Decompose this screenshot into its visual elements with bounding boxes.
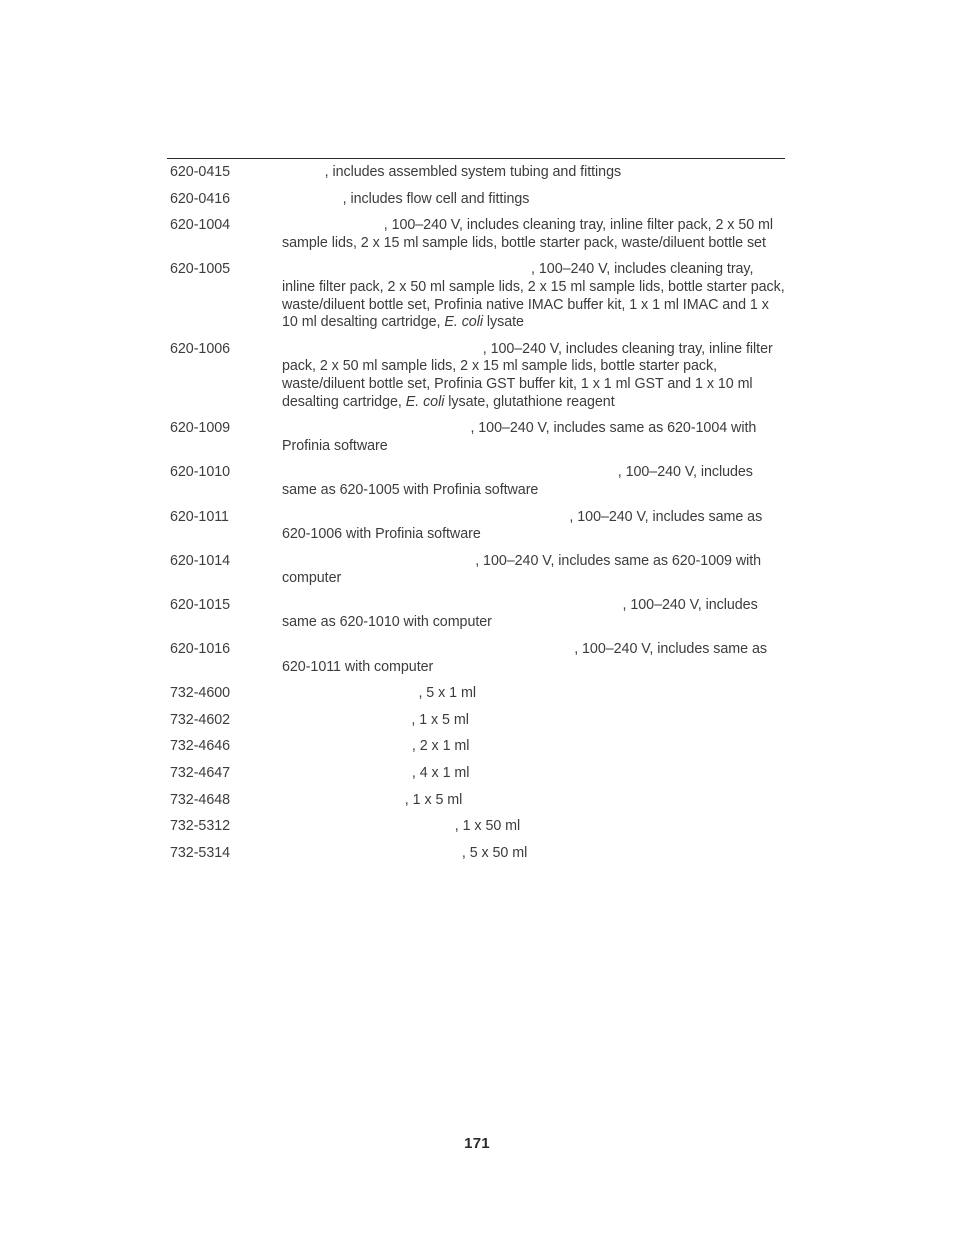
- table-row: [167, 818, 787, 836]
- catalog-number: 732-4647: [170, 765, 231, 782]
- description-text: , 1 x 5 ml: [411, 711, 469, 728]
- catalog-number: 732-4600: [170, 685, 231, 702]
- description-text: , includes assembled system tubing and fittings: [324, 164, 622, 180]
- catalog-number: 620-1016: [170, 641, 231, 658]
- catalog-number: 620-1006: [170, 340, 231, 357]
- description-text-tail: lysate, glutathione reagent: [444, 393, 615, 410]
- catalog-number: 620-0415: [170, 164, 231, 180]
- catalog-number: 620-0416: [170, 190, 231, 207]
- catalog-number: 620-1014: [170, 552, 231, 569]
- description-text: , 100–240 V, includes cleaning tray, inline filter pack, 2 x 50 ml sample lids, 2 x 15 ml sample lids, bottle starter pack, waste/diluent bottle set, Profinia native IMAC buffer kit, 1 x 1 ml IMAC and 1 x 10 ml desalting cartridge,: [282, 261, 785, 331]
- description-text: , 100–240 V, includes same as 620-1006 with Profinia software: [282, 508, 763, 543]
- table-row: [167, 738, 787, 756]
- description-text: , 100–240 V, includes same as 620-1010 with computer: [282, 596, 758, 631]
- description-text: , 100–240 V, includes same as 620-1009 with computer: [282, 552, 762, 587]
- catalog-number: 732-5314: [170, 844, 231, 861]
- description-text: , 100–240 V, includes same as 620-1011 with computer: [282, 641, 767, 675]
- description-text: , 1 x 5 ml: [404, 791, 463, 808]
- catalog-number: 732-4602: [170, 711, 231, 728]
- catalog-number: 620-1010: [170, 464, 231, 481]
- table-row: [167, 597, 787, 632]
- table-row: [167, 164, 787, 182]
- catalog-number: 620-1004: [170, 217, 231, 234]
- table-row: [167, 191, 787, 209]
- header-rule: [167, 158, 785, 159]
- species-name: E. coli: [405, 393, 445, 410]
- catalog-number: 620-1005: [170, 261, 231, 278]
- page-number: 171: [464, 1135, 490, 1152]
- description-text-tail: lysate: [482, 314, 524, 331]
- description-text: , 4 x 1 ml: [411, 765, 470, 782]
- table-row: [167, 509, 787, 544]
- description-text: , 100–240 V, includes same as 620-1005 with Profinia software: [282, 464, 753, 498]
- description-text: , 100–240 V, includes cleaning tray, inline filter pack, 2 x 50 ml sample lids, 2 x 15 ml sample lids, bottle starter pack, waste/diluent bottle set: [282, 217, 774, 251]
- description-text: , 5 x 1 ml: [418, 685, 476, 702]
- catalog-number: 620-1015: [170, 596, 231, 613]
- species-name: E. coli: [444, 314, 483, 331]
- description-text: , 100–240 V, includes same as 620-1004 with Profinia software: [282, 420, 757, 454]
- description-text: , 5 x 50 ml: [461, 844, 528, 861]
- table-row: [167, 641, 787, 676]
- table-row: [167, 261, 787, 331]
- catalog-number: 620-1009: [170, 420, 231, 437]
- table-row: [167, 553, 787, 588]
- table-row: [167, 464, 787, 499]
- table-row: [167, 792, 787, 810]
- description-text: , 1 x 50 ml: [454, 818, 521, 835]
- description-text: , 2 x 1 ml: [411, 738, 470, 755]
- table-row: [167, 217, 787, 252]
- ordering-information-table: [167, 164, 787, 871]
- catalog-number: 732-4648: [170, 791, 231, 808]
- description-text: , includes flow cell and fittings: [342, 190, 530, 207]
- description-text: , 100–240 V, includes cleaning tray, inline filter pack, 2 x 50 ml sample lids, 2 x 15 ml sample lids, bottle starter pack, waste/diluent bottle set, Profinia GST buffer kit, 1 x 1 ml GST and 1 x 10 ml desalting cartridge,: [282, 340, 773, 410]
- table-row: [167, 341, 787, 411]
- table-row: [167, 845, 787, 863]
- table-row: [167, 712, 787, 730]
- table-row: [167, 685, 787, 703]
- catalog-number: 732-4646: [170, 738, 231, 755]
- catalog-number: 732-5312: [170, 818, 231, 835]
- catalog-number: 620-1011: [170, 508, 229, 525]
- table-row: [167, 765, 787, 783]
- table-row: [167, 420, 787, 455]
